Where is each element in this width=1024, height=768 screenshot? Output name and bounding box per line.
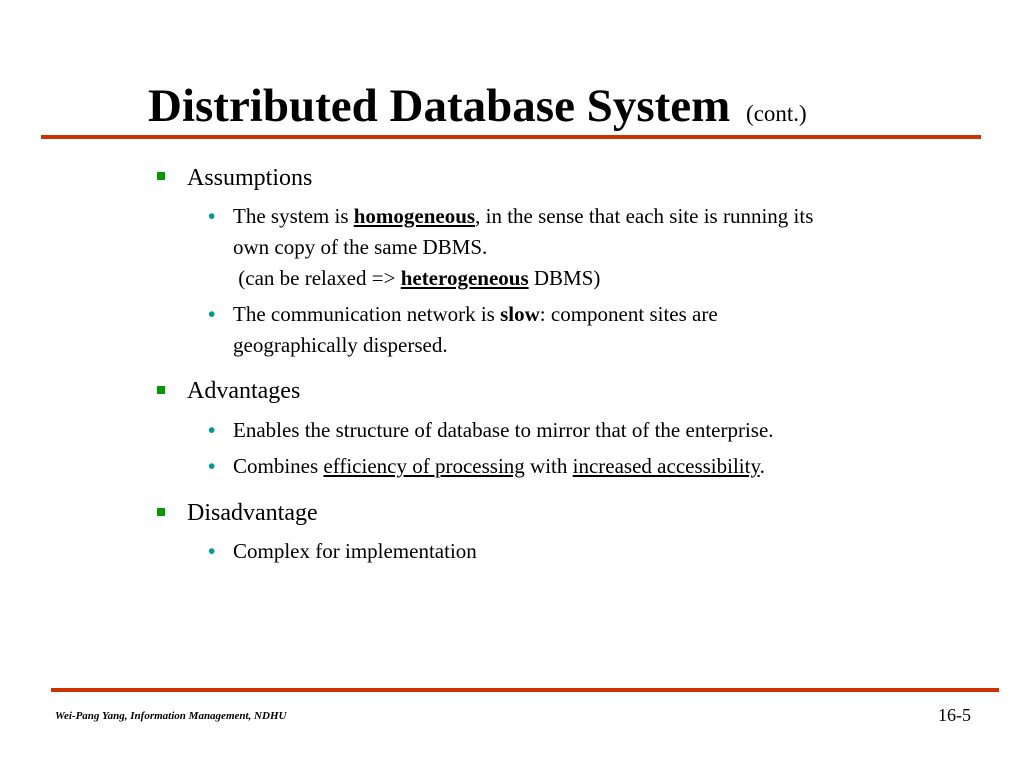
text-run: , in the sense that each site is running its	[475, 204, 814, 228]
dot-bullet-icon: •	[208, 539, 216, 563]
dot-bullet-icon: •	[208, 418, 216, 442]
page-number: 16-5	[938, 705, 971, 725]
footer-rule	[51, 688, 999, 692]
term-slow: slow	[500, 302, 540, 326]
section-heading-assumptions: Assumptions	[187, 165, 313, 191]
term-increased-accessibility: increased accessibility	[572, 454, 760, 478]
assumption-homogeneous-line-1	[233, 201, 813, 232]
advantage-efficiency-line	[233, 451, 765, 482]
assumption-homogeneous-line-3	[233, 263, 600, 294]
dot-bullet-icon: •	[208, 302, 216, 326]
term-homogeneous: homogeneous	[353, 204, 476, 228]
text-run: Combines	[233, 454, 324, 478]
text-run: with	[524, 454, 573, 478]
section-heading-advantages: Advantages	[187, 378, 301, 404]
text-run: The communication network is	[233, 302, 501, 326]
text-run: (can be relaxed =>	[233, 266, 401, 290]
square-bullet-icon	[157, 386, 165, 394]
footer-author: Wei-Pang Yang, Information Management, NDHU	[55, 710, 287, 722]
title-suffix: (cont.)	[746, 101, 807, 126]
section-heading-disadvantage: Disadvantage	[187, 500, 318, 526]
text-run: : component sites are	[539, 302, 718, 326]
assumption-homogeneous-line-2: own copy of the same DBMS.	[233, 235, 488, 259]
dot-bullet-icon: •	[208, 454, 216, 478]
text-run: The system is	[233, 204, 354, 228]
text-run: .	[759, 454, 765, 478]
text-run: DBMS)	[528, 266, 601, 290]
advantage-mirror-line: Enables the structure of database to mirror that of the enterprise.	[233, 418, 774, 442]
square-bullet-icon	[157, 172, 165, 180]
disadvantage-complex-line: Complex for implementation	[233, 539, 477, 563]
assumption-network-line-1	[233, 299, 718, 330]
assumption-network-line-2: geographically dispersed.	[233, 333, 448, 357]
dot-bullet-icon: •	[208, 204, 216, 228]
term-heterogeneous: heterogeneous	[400, 266, 529, 290]
square-bullet-icon	[157, 508, 165, 516]
term-efficiency-of-processing: efficiency of processing	[323, 454, 525, 478]
title-text: Distributed Database System	[148, 80, 731, 132]
